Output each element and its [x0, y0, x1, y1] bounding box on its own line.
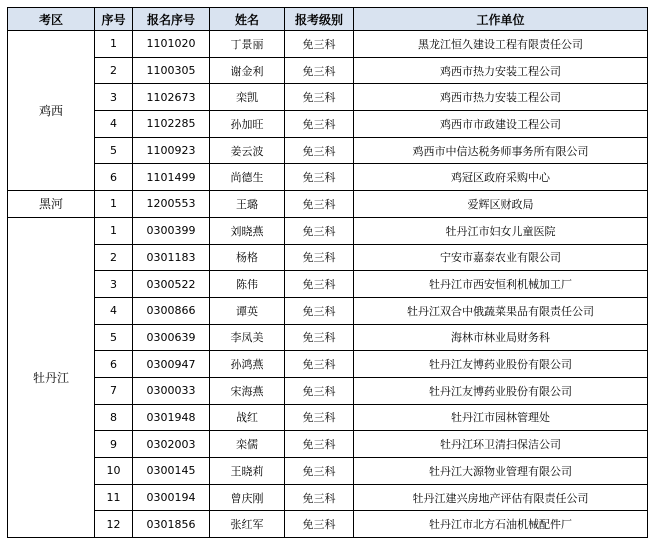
cell-reg-no: 1102673: [133, 84, 210, 111]
cell-employer: 牡丹江友博药业股份有限公司: [354, 377, 648, 404]
cell-level: 免三科: [285, 31, 354, 58]
table-row: [8, 137, 648, 164]
cell-level: 免三科: [285, 271, 354, 298]
cell-name: 刘晓燕: [210, 217, 285, 244]
cell-name: 王璐: [210, 191, 285, 218]
cell-name: 李凤美: [210, 324, 285, 351]
header-row: [8, 8, 648, 31]
table-row: [8, 164, 648, 191]
cell-employer: 牡丹江市妇女儿童医院: [354, 217, 648, 244]
cell-name: 张红军: [210, 511, 285, 538]
cell-reg-no: 0300866: [133, 297, 210, 324]
cell-level: 免三科: [285, 244, 354, 271]
cell-seq: 1: [95, 191, 133, 218]
cell-reg-no: 0300194: [133, 484, 210, 511]
cell-employer: 牡丹江建兴房地产评估有限责任公司: [354, 484, 648, 511]
candidate-table: [7, 7, 648, 538]
table-row: [8, 458, 648, 485]
cell-name: 孙加旺: [210, 111, 285, 138]
table-row: [8, 31, 648, 58]
cell-name: 战红: [210, 404, 285, 431]
cell-seq: 12: [95, 511, 133, 538]
cell-name: 宋海燕: [210, 377, 285, 404]
cell-seq: 6: [95, 164, 133, 191]
cell-reg-no: 0301856: [133, 511, 210, 538]
cell-name: 杨格: [210, 244, 285, 271]
cell-employer: 牡丹江市北方石油机械配件厂: [354, 511, 648, 538]
cell-reg-no: 0300033: [133, 377, 210, 404]
cell-name: 谢金利: [210, 57, 285, 84]
cell-level: 免三科: [285, 84, 354, 111]
cell-level: 免三科: [285, 377, 354, 404]
table-row: [8, 244, 648, 271]
cell-name: 王晓莉: [210, 458, 285, 485]
cell-employer: 鸡西市中信达税务师事务所有限公司: [354, 137, 648, 164]
table-row: [8, 351, 648, 378]
cell-seq: 6: [95, 351, 133, 378]
cell-name: 谭英: [210, 297, 285, 324]
cell-level: 免三科: [285, 217, 354, 244]
cell-level: 免三科: [285, 484, 354, 511]
header-reg-no: 报名序号: [133, 8, 210, 31]
table-row: [8, 57, 648, 84]
cell-reg-no: 0300399: [133, 217, 210, 244]
table-row: [8, 404, 648, 431]
cell-seq: 2: [95, 244, 133, 271]
cell-reg-no: 1102285: [133, 111, 210, 138]
cell-reg-no: 0301183: [133, 244, 210, 271]
cell-employer: 牡丹江双合中俄蔬菜果品有限责任公司: [354, 297, 648, 324]
table-row: [8, 377, 648, 404]
cell-area: 黑河: [8, 191, 95, 218]
cell-reg-no: 0300947: [133, 351, 210, 378]
table-row: [8, 324, 648, 351]
cell-employer: 爱辉区财政局: [354, 191, 648, 218]
cell-reg-no: 1100923: [133, 137, 210, 164]
cell-employer: 宁安市嘉泰农业有限公司: [354, 244, 648, 271]
cell-seq: 5: [95, 324, 133, 351]
cell-employer: 牡丹江环卫清扫保洁公司: [354, 431, 648, 458]
cell-level: 免三科: [285, 111, 354, 138]
cell-seq: 4: [95, 111, 133, 138]
cell-name: 栾儒: [210, 431, 285, 458]
table-row: [8, 217, 648, 244]
cell-name: 姜云波: [210, 137, 285, 164]
cell-name: 孙鸿燕: [210, 351, 285, 378]
table-row: [8, 511, 648, 538]
cell-area: 牡丹江: [8, 217, 95, 537]
cell-employer: 鸡西市热力安装工程公司: [354, 57, 648, 84]
header-level: 报考级别: [285, 8, 354, 31]
cell-seq: 9: [95, 431, 133, 458]
table-row: [8, 191, 648, 218]
table-row: [8, 111, 648, 138]
cell-level: 免三科: [285, 137, 354, 164]
cell-seq: 5: [95, 137, 133, 164]
cell-seq: 7: [95, 377, 133, 404]
cell-reg-no: 1200553: [133, 191, 210, 218]
table-row: [8, 271, 648, 298]
cell-name: 尚德生: [210, 164, 285, 191]
cell-level: 免三科: [285, 324, 354, 351]
cell-employer: 黑龙江恒久建设工程有限责任公司: [354, 31, 648, 58]
cell-employer: 海林市林业局财务科: [354, 324, 648, 351]
table-row: [8, 297, 648, 324]
cell-seq: 1: [95, 31, 133, 58]
table-row: [8, 431, 648, 458]
cell-area: 鸡西: [8, 31, 95, 191]
cell-seq: 4: [95, 297, 133, 324]
cell-employer: 牡丹江市园林管理处: [354, 404, 648, 431]
cell-seq: 2: [95, 57, 133, 84]
header-area: 考区: [8, 8, 95, 31]
cell-reg-no: 1101499: [133, 164, 210, 191]
cell-seq: 11: [95, 484, 133, 511]
cell-employer: 鸡西市热力安装工程公司: [354, 84, 648, 111]
header-employer: 工作单位: [354, 8, 648, 31]
cell-name: 陈伟: [210, 271, 285, 298]
cell-seq: 1: [95, 217, 133, 244]
cell-level: 免三科: [285, 458, 354, 485]
cell-employer: 鸡西市市政建设工程公司: [354, 111, 648, 138]
cell-seq: 3: [95, 84, 133, 111]
cell-reg-no: 0300639: [133, 324, 210, 351]
table-row: [8, 84, 648, 111]
cell-level: 免三科: [285, 404, 354, 431]
cell-seq: 10: [95, 458, 133, 485]
cell-employer: 牡丹江大源物业管理有限公司: [354, 458, 648, 485]
cell-reg-no: 1101020: [133, 31, 210, 58]
cell-level: 免三科: [285, 511, 354, 538]
header-name: 姓名: [210, 8, 285, 31]
cell-level: 免三科: [285, 297, 354, 324]
cell-employer: 牡丹江友博药业股份有限公司: [354, 351, 648, 378]
cell-reg-no: 1100305: [133, 57, 210, 84]
cell-seq: 3: [95, 271, 133, 298]
cell-reg-no: 0300145: [133, 458, 210, 485]
cell-reg-no: 0301948: [133, 404, 210, 431]
cell-level: 免三科: [285, 431, 354, 458]
table-body: [8, 31, 648, 538]
cell-employer: 鸡冠区政府采购中心: [354, 164, 648, 191]
cell-level: 免三科: [285, 164, 354, 191]
cell-reg-no: 0300522: [133, 271, 210, 298]
header-seq: 序号: [95, 8, 133, 31]
cell-seq: 8: [95, 404, 133, 431]
cell-name: 曾庆刚: [210, 484, 285, 511]
cell-reg-no: 0302003: [133, 431, 210, 458]
cell-name: 丁景丽: [210, 31, 285, 58]
cell-employer: 牡丹江市西安恒利机械加工厂: [354, 271, 648, 298]
cell-name: 栾凯: [210, 84, 285, 111]
cell-level: 免三科: [285, 57, 354, 84]
cell-level: 免三科: [285, 191, 354, 218]
cell-level: 免三科: [285, 351, 354, 378]
table-row: [8, 484, 648, 511]
